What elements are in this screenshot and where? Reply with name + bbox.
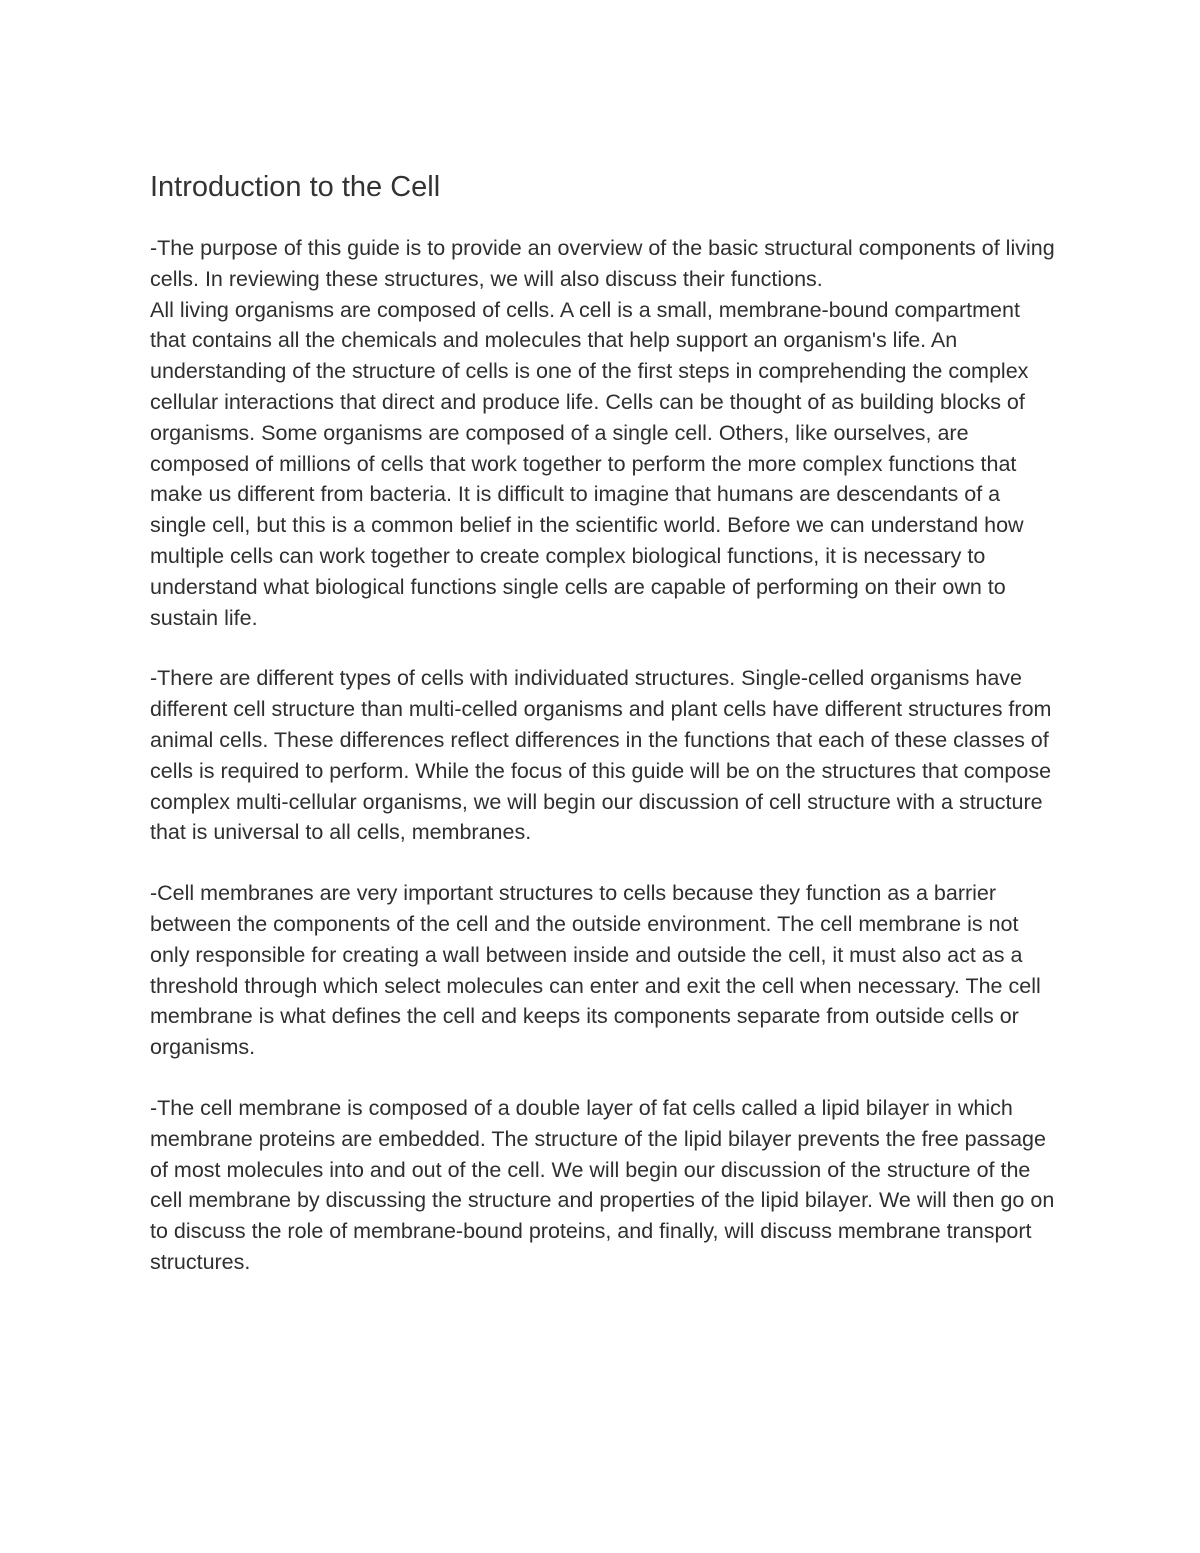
paragraph-cell-membranes: -Cell membranes are very important structures to cells because they function as a barrier between the components of the cell and the outside environment. The cell membrane is not only responsible for creating a wall between inside and outside the cell, it must also act as a threshold through which select molecules can enter and exit the cell when necessary. The cell membrane is what defines the cell and keeps its components separate from outside cells or organisms. [150, 881, 1041, 1060]
document-title: Introduction to the Cell [150, 171, 441, 203]
paragraph-organisms: All living organisms are composed of cells. A cell is a small, membrane-bound compartment that contains all the chemicals and molecules that help support an organism's life. An understanding of the structure of cells is one of the first steps in comprehending the complex cellular interactions that direct and produce life. Cells can be thought of as building blocks of organisms. Some organisms are composed of a single cell. Others, like ourselves, are composed of millions of cells that work together to perform the more complex functions that make us different from bacteria. It is difficult to imagine that humans are descendants of a single cell, but this is a common belief in the scientific world. Before we can understand how multiple cells can work together to create complex biological functions, it is necessary to understand what biological functions single cells are capable of performing on their own to sustain life. [150, 297, 1029, 630]
document-body [150, 168, 1055, 1308]
paragraph-lipid-bilayer: -The cell membrane is composed of a double layer of fat cells called a lipid bilayer in which membrane proteins are embedded. The structure of the lipid bilayer prevents the free passage of most molecules into and out of the cell. We will begin our discussion of the structure of the cell membrane by discussing the structure and properties of the lipid bilayer. We will then go on to discuss the role of membrane-bound proteins, and finally, will discuss membrane transport structures. [150, 1095, 1055, 1274]
paragraph-cell-types: -There are different types of cells with individuated structures. Single-celled organisms have different cell structure than multi-celled organisms and plant cells have different structures from animal cells. These differences reflect differences in the functions that each of these classes of cells is required to perform. While the focus of this guide will be on the structures that compose complex multi-cellular organisms, we will begin our discussion of cell structure with a structure that is universal to all cells, membranes. [150, 666, 1052, 845]
paragraph-purpose: -The purpose of this guide is to provide an overview of the basic structural components of living cells. In reviewing these structures, we will also discuss their functions. [150, 236, 1055, 291]
